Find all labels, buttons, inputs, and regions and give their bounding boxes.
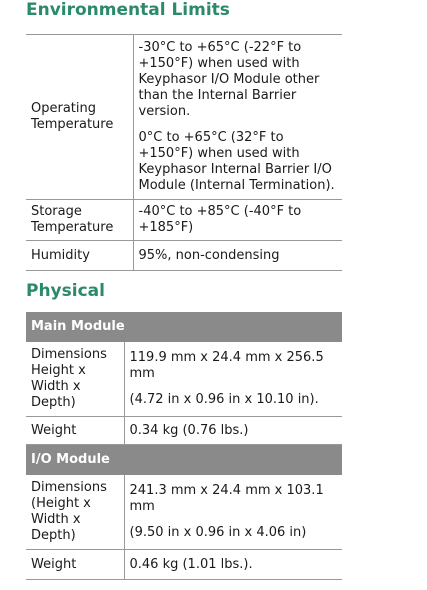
main-module-header-row: [26, 312, 342, 342]
io-module-weight-value: 0.46 kg (1.01 lbs.).: [124, 550, 342, 580]
humidity-label: Humidity: [31, 247, 90, 263]
storage-temperature-value: -40°C to +85°C (-40°F to +185°F): [133, 200, 342, 241]
io-module-dimensions-metric: 241.3 mm x 24.4 mm x 103.1 mm: [129, 483, 324, 514]
main-module-dimensions-metric: 119.9 mm x 24.4 mm x 256.5 mm: [129, 350, 324, 381]
environmental-limits-table: [26, 34, 342, 271]
table-row: [26, 35, 342, 200]
io-module-dimensions-value: [124, 475, 342, 550]
main-module-dimensions-label: Dimensions Height x Width x Depth): [31, 347, 107, 410]
table-row: [26, 475, 342, 550]
operating-temperature-range-standard: -30°C to +65°C (-22°F to +150°F) when used with Keyphasor I/O Module other than the Internal Barrier version.: [138, 40, 320, 119]
io-module-weight-label: Weight: [31, 556, 77, 572]
io-module-header: I/O Module: [26, 445, 342, 476]
main-module-dimensions-value: [124, 342, 342, 417]
operating-temperature-label: Operating Temperature: [31, 101, 114, 132]
operating-temperature-value: [133, 35, 342, 200]
storage-temperature-label: Storage Temperature: [31, 204, 114, 235]
main-module-weight-label: Weight: [31, 422, 77, 438]
main-module-weight-value: 0.34 kg (0.76 lbs.): [124, 417, 342, 445]
io-module-dimensions-label: Dimensions (Height x Width x Depth): [31, 480, 107, 543]
io-module-header-row: [26, 445, 342, 476]
main-module-dimensions-imperial: (4.72 in x 0.96 in x 10.10 in).: [129, 392, 319, 407]
physical-heading: Physical: [26, 281, 105, 301]
table-row: [26, 550, 342, 580]
table-row: [26, 342, 342, 417]
physical-table: [26, 312, 342, 580]
environmental-limits-heading: Environmental Limits: [26, 0, 230, 20]
io-module-dimensions-imperial: (9.50 in x 0.96 in x 4.06 in): [129, 525, 307, 540]
table-row: [26, 417, 342, 445]
humidity-value: 95%, non-condensing: [133, 241, 342, 271]
table-row: [26, 241, 342, 271]
operating-temperature-range-internal-barrier: 0°C to +65°C (32°F to +150°F) when used with Keyphasor Internal Barrier I/O Module (Internal Termination).: [138, 130, 335, 193]
main-module-header: Main Module: [26, 312, 342, 342]
table-row: [26, 200, 342, 241]
